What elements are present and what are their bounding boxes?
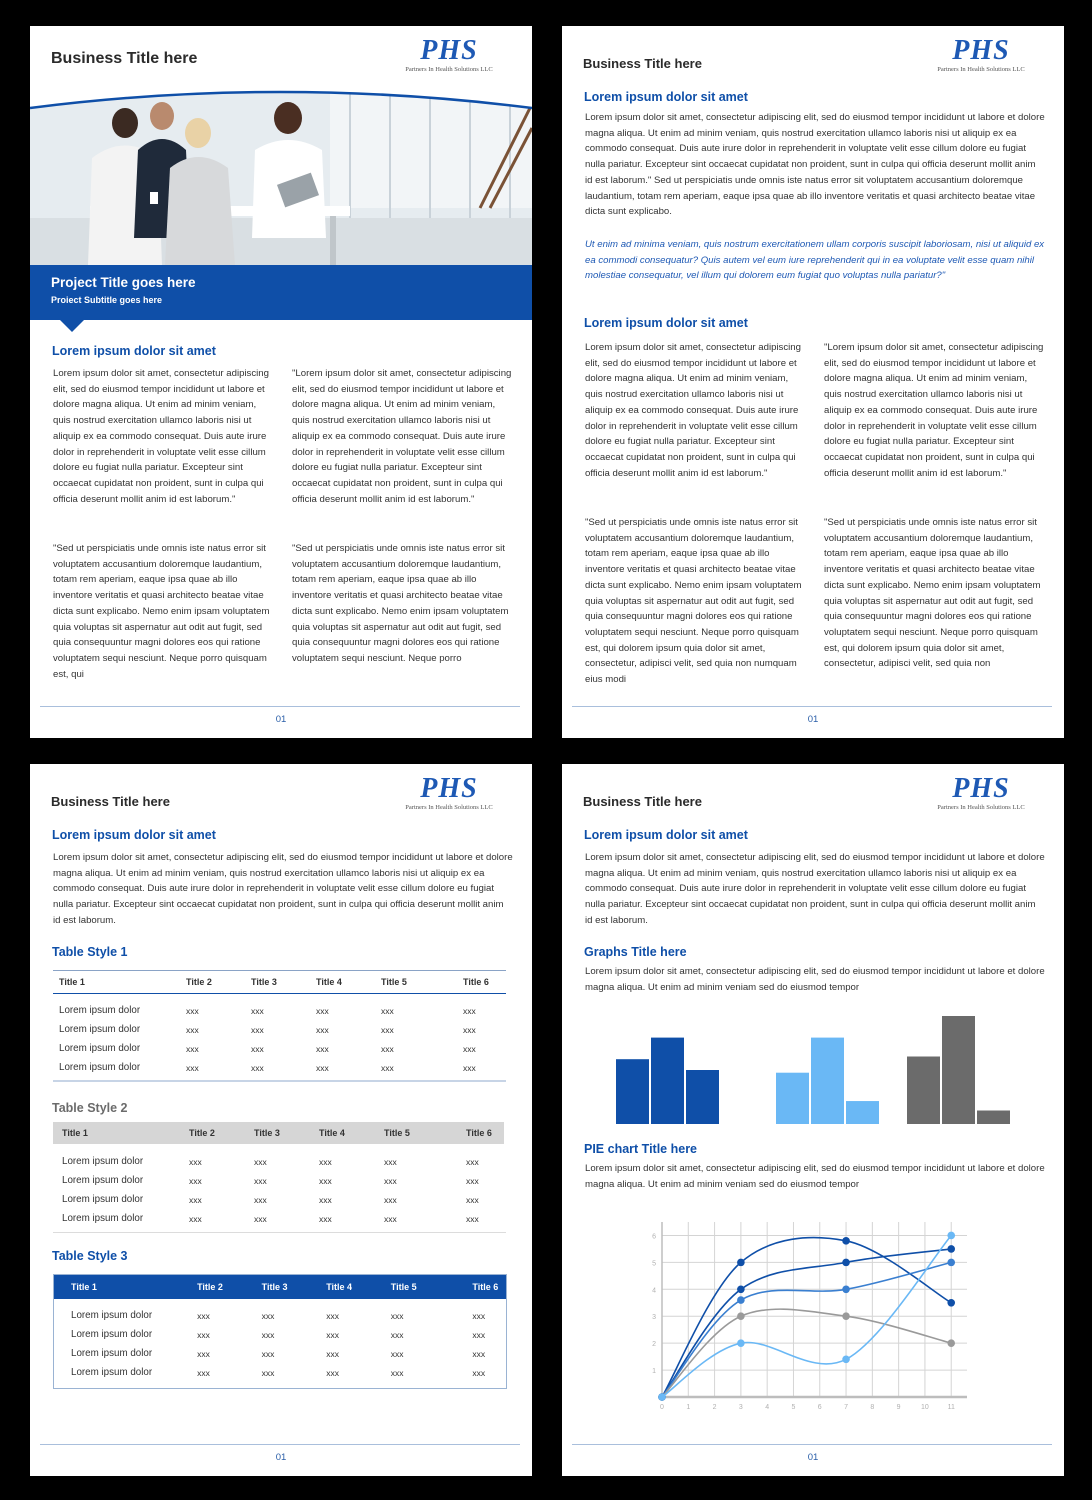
table-cell: xxx bbox=[384, 1213, 397, 1224]
pie-chart-paragraph: Lorem ipsum dolor sit amet, consectetur adipiscing elit, sed do eiusmod tempor incididunt ut labore et dolore magna aliqua. Ut enim ad minim veniam sed do eiusmod tempor bbox=[585, 1163, 1045, 1190]
point-series1 bbox=[947, 1299, 955, 1307]
column-header: Title 2 bbox=[197, 1282, 223, 1292]
column-header: Title 1 bbox=[62, 1128, 88, 1138]
table-cell: xxx bbox=[319, 1194, 332, 1205]
page-number: 01 bbox=[807, 714, 819, 725]
table-cell: xxx bbox=[463, 1043, 476, 1054]
table-cell: xxx bbox=[197, 1310, 210, 1321]
pull-quote: Ut enim ad minima veniam, quis nostrum exercitationem ullam corporis suscipit laboriosam, nisi ut aliquid ex ea commodi consequatur? Quis autem vel eum iure reprehenderit qui in ea voluptate velit esse quam nihil molestiae consequatur, vel illum qui dolorem eum fugiat quo voluptas nulla pariatur?" bbox=[585, 239, 1045, 282]
table-row bbox=[56, 1209, 526, 1228]
section-heading-1: Lorem ipsum dolor sit amet bbox=[584, 90, 748, 104]
point-series3 bbox=[842, 1286, 850, 1294]
column-2-paragraph-2: "Sed ut perspiciatis unde omnis iste natus error sit voluptatem accusantium doloremque laudantium, totam rem aperiam, eaque ipsa quae ab illo inventore veritatis et quasi architecto beatae vitae dicta sunt explicabo. Nemo enim ipsam voluptatem quia voluptas sit aspernatur aut odit aut fugit, sed quia consequuntur magni dolores eos qui ratione voluptatem sequi nesciunt. Neque porro bbox=[292, 543, 509, 664]
table-header-row bbox=[53, 971, 523, 993]
table-cell: Lorem ipsum dolor bbox=[71, 1329, 153, 1340]
table-cell: Lorem ipsum dolor bbox=[62, 1175, 144, 1186]
column-1-paragraph-1: Lorem ipsum dolor sit amet, consectetur adipiscing elit, sed do eiusmod tempor incididunt ut labore et dolore magna aliqua. Ut enim ad minim veniam, quis nostrud exercitation ullamco laboris nisi ut aliquip ex ea commodo consequat. Duis aute irure dolor in reprehenderit in voluptate velit esse cillum dolore eu fugiat nulla pariatur. Excepteur sint occaecat cupidatat non proident, sunt in culpa qui officia deserunt mollit anim id est laborum." bbox=[53, 368, 269, 505]
page-number: 01 bbox=[275, 1452, 287, 1463]
footer-rule bbox=[40, 1444, 520, 1445]
table-style-1-title: Table Style 1 bbox=[52, 945, 128, 959]
table-header-row bbox=[65, 1276, 532, 1298]
table-cell: xxx bbox=[189, 1194, 202, 1205]
table-cell: xxx bbox=[384, 1156, 397, 1167]
table-cell: xxx bbox=[261, 1348, 275, 1359]
table-1-bottom-rule bbox=[53, 1080, 506, 1082]
point-series1 bbox=[737, 1259, 745, 1267]
table-cell: Lorem ipsum dolor bbox=[62, 1194, 144, 1205]
table-row bbox=[53, 1058, 523, 1077]
table-cell: xxx bbox=[316, 1005, 329, 1016]
table-cell: Lorem ipsum dolor bbox=[71, 1310, 153, 1321]
table-cell: xxx bbox=[463, 1024, 476, 1035]
table-cell: xxx bbox=[381, 1043, 394, 1054]
table-cell: xxx bbox=[466, 1156, 479, 1167]
x-tick-label: 5 bbox=[791, 1404, 796, 1409]
company-logo bbox=[915, 773, 1047, 816]
table-cell: xxx bbox=[189, 1213, 202, 1224]
table-cell: xxx bbox=[251, 1043, 264, 1054]
x-tick-label: 4 bbox=[765, 1404, 770, 1409]
x-tick-label: 11 bbox=[947, 1404, 955, 1409]
column-header: Title 4 bbox=[316, 977, 342, 987]
table-cell: xxx bbox=[186, 1062, 199, 1073]
table-cell: xxx bbox=[261, 1310, 275, 1321]
bar-group-1-bar-3 bbox=[686, 1070, 719, 1124]
table-cell: xxx bbox=[472, 1367, 486, 1378]
table-cell: xxx bbox=[319, 1175, 332, 1186]
table-cell: xxx bbox=[463, 1005, 476, 1016]
table-cell: xxx bbox=[251, 1062, 264, 1073]
table-cell: xxx bbox=[254, 1194, 267, 1205]
page-4 bbox=[562, 764, 1064, 1476]
table-cell: xxx bbox=[390, 1310, 404, 1321]
x-tick-label: 6 bbox=[817, 1404, 822, 1409]
bar-group-2-bar-1 bbox=[776, 1073, 809, 1124]
intro-paragraph: Lorem ipsum dolor sit amet, consectetur adipiscing elit, sed do eiusmod tempor incididunt ut labore et dolore magna aliqua. Ut enim ad minim veniam, quis nostrud exercitation ullamco laboris nisi ut aliquip ex ea commodo consequat. Duis aute irure dolor in reprehenderit in voluptate velit esse cillum dolore eu fugiat nulla pariatur. Excepteur sint occaecat cupidatat non proident, sunt in culpa qui officia deserunt mollit anim id est laborum." Sed ut perspiciatis unde omnis iste natus error sit voluptatem accusantium doloremque laudantium, totam rem aperiam, eaque ipsa quae ab illo inventore veritatis et quasi architecto beatae vitae dicta sunt explicabo. bbox=[585, 112, 1045, 218]
page-number: 01 bbox=[807, 1452, 819, 1463]
column-1-paragraph-2: "Sed ut perspiciatis unde omnis iste natus error sit voluptatem accusantium doloremque laudantium, totam rem aperiam, eaque ipsa quae ab illo inventore veritatis et quasi architecto beatae vitae dicta sunt explicabo. Nemo enim ipsam voluptatem quia voluptas sit aspernatur aut odit aut fugit, sed quia consequuntur magni dolores eos qui ratione voluptatem sequi nesciunt. Neque porro quisquam est, qui bbox=[53, 543, 270, 680]
table-cell: xxx bbox=[472, 1329, 486, 1340]
table-cell: Lorem ipsum dolor bbox=[59, 1005, 141, 1016]
logo-subtitle: Partners In Health Solutions LLC bbox=[405, 66, 493, 73]
table-cell: xxx bbox=[316, 1024, 329, 1035]
x-tick-label: 8 bbox=[870, 1404, 875, 1409]
logo-mark: PHS bbox=[952, 35, 1010, 66]
table-cell: xxx bbox=[186, 1024, 199, 1035]
column-header: Title 5 bbox=[390, 1282, 417, 1292]
table-cell: xxx bbox=[381, 1062, 394, 1073]
table-row bbox=[65, 1363, 532, 1382]
table-row bbox=[53, 1020, 523, 1039]
page-3 bbox=[30, 764, 532, 1476]
logo-mark: PHS bbox=[420, 35, 478, 66]
table-cell: xxx bbox=[390, 1348, 404, 1359]
bar-group-2-bar-2 bbox=[811, 1038, 844, 1124]
graphs-paragraph: Lorem ipsum dolor sit amet, consectetur adipiscing elit, sed do eiusmod tempor incididunt ut labore et dolore magna aliqua. Ut enim ad minim veniam sed do eiusmod tempor bbox=[585, 966, 1045, 993]
x-tick-label: 3 bbox=[738, 1404, 743, 1409]
table-cell: xxx bbox=[384, 1194, 397, 1205]
table-cell: Lorem ipsum dolor bbox=[59, 1062, 141, 1073]
table-cell: xxx bbox=[261, 1367, 275, 1378]
y-tick-label: 6 bbox=[652, 1233, 656, 1241]
table-cell: Lorem ipsum dolor bbox=[71, 1348, 153, 1359]
bar-group-2-bar-3 bbox=[846, 1101, 879, 1124]
column-header: Title 2 bbox=[186, 977, 212, 987]
column-2-paragraph-1: "Lorem ipsum dolor sit amet, consectetur adipiscing elit, sed do eiusmod tempor incididunt ut labore et dolore magna aliqua. Ut enim ad minim veniam, quis nostrud exercitation ullamco laboris nisi ut aliquip ex ea commodo consequat. Duis aute irure dolor in reprehenderit in voluptate velit esse cillum dolore eu fugiat nulla pariatur. Excepteur sint occaecat cupidatat non proident, sunt in culpa qui officia deserunt mollit anim id est laborum." bbox=[292, 368, 512, 505]
point-series2 bbox=[737, 1286, 745, 1294]
table-cell: xxx bbox=[189, 1156, 202, 1167]
y-tick-label: 4 bbox=[652, 1287, 656, 1295]
footer-rule bbox=[40, 706, 520, 707]
point-series5 bbox=[658, 1393, 666, 1401]
column-header: Title 1 bbox=[71, 1282, 97, 1292]
footer-rule bbox=[572, 706, 1052, 707]
table-cell: xxx bbox=[472, 1348, 486, 1359]
column-1-paragraph-1: Lorem ipsum dolor sit amet, consectetur adipiscing elit, sed do eiusmod tempor incididunt ut labore et dolore magna aliqua. Ut enim ad minim veniam, quis nostrud exercitation ullamco laboris nisi ut aliquip ex ea commodo consequat. Duis aute irure dolor in reprehenderit in voluptate velit esse cillum dolore eu fugiat nulla pariatur. Excepteur sint occaecat cupidatat non proident, sunt in culpa qui officia deserunt mollit anim id est laborum." bbox=[585, 342, 801, 479]
table-cell: xxx bbox=[186, 1005, 199, 1016]
table-cell: xxx bbox=[254, 1175, 267, 1186]
table-cell: xxx bbox=[197, 1367, 210, 1378]
table-cell: xxx bbox=[390, 1329, 404, 1340]
x-tick-label: 0 bbox=[660, 1404, 664, 1409]
hero-curve bbox=[30, 88, 532, 118]
table-cell: xxx bbox=[326, 1348, 339, 1359]
logo-subtitle: Partners In Health Solutions LLC bbox=[937, 804, 1025, 811]
column-header: Title 6 bbox=[466, 1128, 492, 1138]
x-tick-label: 10 bbox=[921, 1404, 929, 1409]
logo-subtitle: Partners In Health Solutions LLC bbox=[937, 66, 1025, 73]
table-cell: xxx bbox=[319, 1213, 332, 1224]
column-header: Title 1 bbox=[59, 977, 85, 987]
table-cell: xxx bbox=[254, 1156, 267, 1167]
table-cell: xxx bbox=[251, 1005, 264, 1016]
page-2 bbox=[562, 26, 1064, 738]
graphs-title: Graphs Title here bbox=[584, 945, 687, 959]
line-chart bbox=[642, 1209, 972, 1409]
point-series3 bbox=[737, 1296, 745, 1304]
table-style-1 bbox=[53, 971, 523, 1077]
x-tick-label: 9 bbox=[896, 1404, 901, 1409]
table-row bbox=[56, 1190, 526, 1209]
table-cell: xxx bbox=[381, 1005, 394, 1016]
column-header: Title 6 bbox=[472, 1282, 499, 1292]
table-cell: xxx bbox=[254, 1213, 267, 1224]
table-cell: xxx bbox=[384, 1175, 397, 1186]
table-cell: xxx bbox=[381, 1024, 394, 1035]
y-tick-label: 5 bbox=[652, 1260, 656, 1268]
table-2-bottom-rule bbox=[53, 1232, 506, 1233]
column-2-paragraph-2: "Sed ut perspiciatis unde omnis iste natus error sit voluptatem accusantium doloremque laudantium, totam rem aperiam, eaque ipsa quae ab illo inventore veritatis et quasi architecto beatae vitae dicta sunt explicabo. Nemo enim ipsam voluptatem quia voluptas sit aspernatur aut odit aut fugit, sed quia consequuntur magni dolores eos qui ratione voluptatem sequi nesciunt. Neque porro quisquam est, qui dolorem ipsum quia dolor sit amet, consectetur, adipisci velit, sed quia non bbox=[824, 517, 1041, 670]
table-row bbox=[56, 1152, 526, 1171]
logo-mark: PHS bbox=[952, 773, 1010, 804]
company-logo bbox=[383, 35, 515, 78]
table-cell: xxx bbox=[316, 1043, 329, 1054]
company-logo bbox=[915, 35, 1047, 78]
column-header: Title 2 bbox=[189, 1128, 215, 1138]
company-logo bbox=[383, 773, 515, 816]
logo-mark: PHS bbox=[420, 773, 478, 804]
table-row bbox=[65, 1344, 532, 1363]
line-series1 bbox=[662, 1238, 951, 1397]
table-cell: xxx bbox=[197, 1348, 210, 1359]
bar-group-3-bar-2 bbox=[942, 1016, 975, 1124]
intro-paragraph: Lorem ipsum dolor sit amet, consectetur adipiscing elit, sed do eiusmod tempor incididunt ut labore et dolore magna aliqua. Ut enim ad minim veniam, quis nostrud exercitation ullamco laboris nisi ut aliquip ex ea commodo consequat. Duis aute irure dolor in reprehenderit in voluptate velit esse cillum dolore eu fugiat nulla pariatur. Excepteur sint occaecat cupidatat non proident, sunt in culpa qui officia deserunt mollit anim id est laborum. bbox=[53, 852, 513, 926]
y-tick-label: 3 bbox=[652, 1314, 656, 1322]
table-cell: Lorem ipsum dolor bbox=[62, 1213, 144, 1224]
y-tick-label: 1 bbox=[652, 1368, 656, 1376]
table-style-3 bbox=[65, 1276, 532, 1382]
bar-group-3-bar-3 bbox=[977, 1111, 1010, 1125]
point-series5 bbox=[842, 1356, 850, 1364]
page-number: 01 bbox=[275, 714, 287, 725]
table-cell: xxx bbox=[326, 1310, 339, 1321]
table-cell: xxx bbox=[316, 1062, 329, 1073]
business-title: Business Title here bbox=[583, 56, 702, 71]
business-title: Business Title here bbox=[51, 50, 198, 67]
page-1 bbox=[30, 26, 532, 738]
table-cell: xxx bbox=[189, 1175, 202, 1186]
footer-rule bbox=[572, 1444, 1052, 1445]
section-heading: Lorem ipsum dolor sit amet bbox=[52, 828, 216, 842]
table-style-3-title: Table Style 3 bbox=[52, 1249, 128, 1263]
point-series1 bbox=[842, 1237, 850, 1245]
table-cell: xxx bbox=[319, 1156, 332, 1167]
x-tick-label: 2 bbox=[712, 1404, 717, 1409]
bar-group-1-bar-2 bbox=[651, 1038, 684, 1124]
table-row bbox=[56, 1171, 526, 1190]
table-row bbox=[65, 1306, 532, 1325]
column-header: Title 3 bbox=[254, 1128, 280, 1138]
column-header: Title 4 bbox=[326, 1282, 353, 1292]
point-series3 bbox=[947, 1259, 955, 1267]
table-row bbox=[65, 1325, 532, 1344]
column-2-paragraph-1: "Lorem ipsum dolor sit amet, consectetur adipiscing elit, sed do eiusmod tempor incididunt ut labore et dolore magna aliqua. Ut enim ad minim veniam, quis nostrud exercitation ullamco laboris nisi ut aliquip ex ea commodo consequat. Duis aute irure dolor in reprehenderit in voluptate velit esse cillum dolore eu fugiat nulla pariatur. Excepteur sint occaecat cupidatat non proident, sunt in culpa qui officia deserunt mollit anim id est laborum." bbox=[824, 342, 1044, 479]
table-style-2-title: Table Style 2 bbox=[52, 1101, 128, 1115]
table-cell: xxx bbox=[390, 1367, 404, 1378]
section-heading: Lorem ipsum dolor sit amet bbox=[584, 828, 748, 842]
table-cell: xxx bbox=[472, 1310, 486, 1321]
table-style-2 bbox=[56, 1122, 526, 1228]
section-heading: Lorem ipsum dolor sit amet bbox=[52, 344, 216, 358]
business-title: Business Title here bbox=[583, 794, 702, 809]
table-cell: xxx bbox=[463, 1062, 476, 1073]
table-cell: xxx bbox=[197, 1329, 210, 1340]
point-series5 bbox=[947, 1232, 955, 1240]
point-series5 bbox=[737, 1339, 745, 1347]
table-cell: xxx bbox=[326, 1329, 339, 1340]
project-banner bbox=[30, 265, 532, 320]
column-header: Title 6 bbox=[463, 977, 489, 987]
table-cell: Lorem ipsum dolor bbox=[59, 1024, 141, 1035]
table-cell: xxx bbox=[326, 1367, 339, 1378]
point-series4 bbox=[737, 1312, 745, 1320]
table-header-row bbox=[56, 1122, 526, 1144]
table-cell: xxx bbox=[466, 1194, 479, 1205]
intro-paragraph: Lorem ipsum dolor sit amet, consectetur adipiscing elit, sed do eiusmod tempor incididunt ut labore et dolore magna aliqua. Ut enim ad minim veniam, quis nostrud exercitation ullamco laboris nisi ut aliquip ex ea commodo consequat. Duis aute irure dolor in reprehenderit in voluptate velit esse cillum dolore eu fugiat nulla pariatur. Excepteur sint occaecat cupidatat non proident, sunt in culpa qui officia deserunt mollit anim id est laborum. bbox=[585, 852, 1045, 926]
x-tick-label: 1 bbox=[686, 1404, 691, 1409]
table-cell: xxx bbox=[466, 1213, 479, 1224]
table-cell: Lorem ipsum dolor bbox=[71, 1367, 153, 1378]
column-header: Title 4 bbox=[319, 1128, 345, 1138]
point-series2 bbox=[842, 1259, 850, 1267]
pie-chart-title: PIE chart Title here bbox=[584, 1142, 698, 1156]
point-series4 bbox=[947, 1339, 955, 1347]
banner-pointer bbox=[60, 320, 84, 332]
table-cell: xxx bbox=[251, 1024, 264, 1035]
hero-photo bbox=[30, 88, 532, 265]
x-tick-label: 7 bbox=[844, 1404, 849, 1409]
project-subtitle: Proiect Subtitle goes here bbox=[51, 295, 163, 305]
business-title: Business Title here bbox=[51, 794, 170, 809]
table-cell: xxx bbox=[466, 1175, 479, 1186]
table-cell: Lorem ipsum dolor bbox=[59, 1043, 141, 1054]
line-series4 bbox=[662, 1309, 951, 1397]
column-header: Title 5 bbox=[384, 1128, 410, 1138]
bar-chart bbox=[562, 1004, 1064, 1134]
bar-group-3-bar-1 bbox=[907, 1057, 940, 1125]
line-series2 bbox=[662, 1249, 951, 1397]
point-series2 bbox=[947, 1245, 955, 1253]
column-header: Title 5 bbox=[381, 977, 407, 987]
table-cell: xxx bbox=[261, 1329, 275, 1340]
point-series4 bbox=[842, 1312, 850, 1320]
logo-subtitle: Partners In Health Solutions LLC bbox=[405, 804, 493, 811]
table-row bbox=[53, 1001, 523, 1020]
project-title: Project Title goes here bbox=[51, 275, 196, 290]
table-cell: xxx bbox=[186, 1043, 199, 1054]
table-row bbox=[53, 1039, 523, 1058]
column-header: Title 3 bbox=[251, 977, 277, 987]
y-tick-label: 2 bbox=[652, 1341, 656, 1349]
column-header: Title 3 bbox=[261, 1282, 288, 1292]
bar-group-1-bar-1 bbox=[616, 1059, 649, 1124]
section-heading-2: Lorem ipsum dolor sit amet bbox=[584, 316, 748, 330]
table-cell: Lorem ipsum dolor bbox=[62, 1156, 144, 1167]
column-1-paragraph-2: "Sed ut perspiciatis unde omnis iste natus error sit voluptatem accusantium doloremque laudantium, totam rem aperiam, eaque ipsa quae ab illo inventore veritatis et quasi architecto beatae vitae dicta sunt explicabo. Nemo enim ipsam voluptatem quia voluptas sit aspernatur aut odit aut fugit, sed quia consequuntur magni dolores eos qui ratione voluptatem sequi nesciunt. Neque porro quisquam est, qui dolorem ipsum quia dolor sit amet, consectetur, adipisci velit, sed quia non numquam eius modi bbox=[585, 517, 802, 686]
